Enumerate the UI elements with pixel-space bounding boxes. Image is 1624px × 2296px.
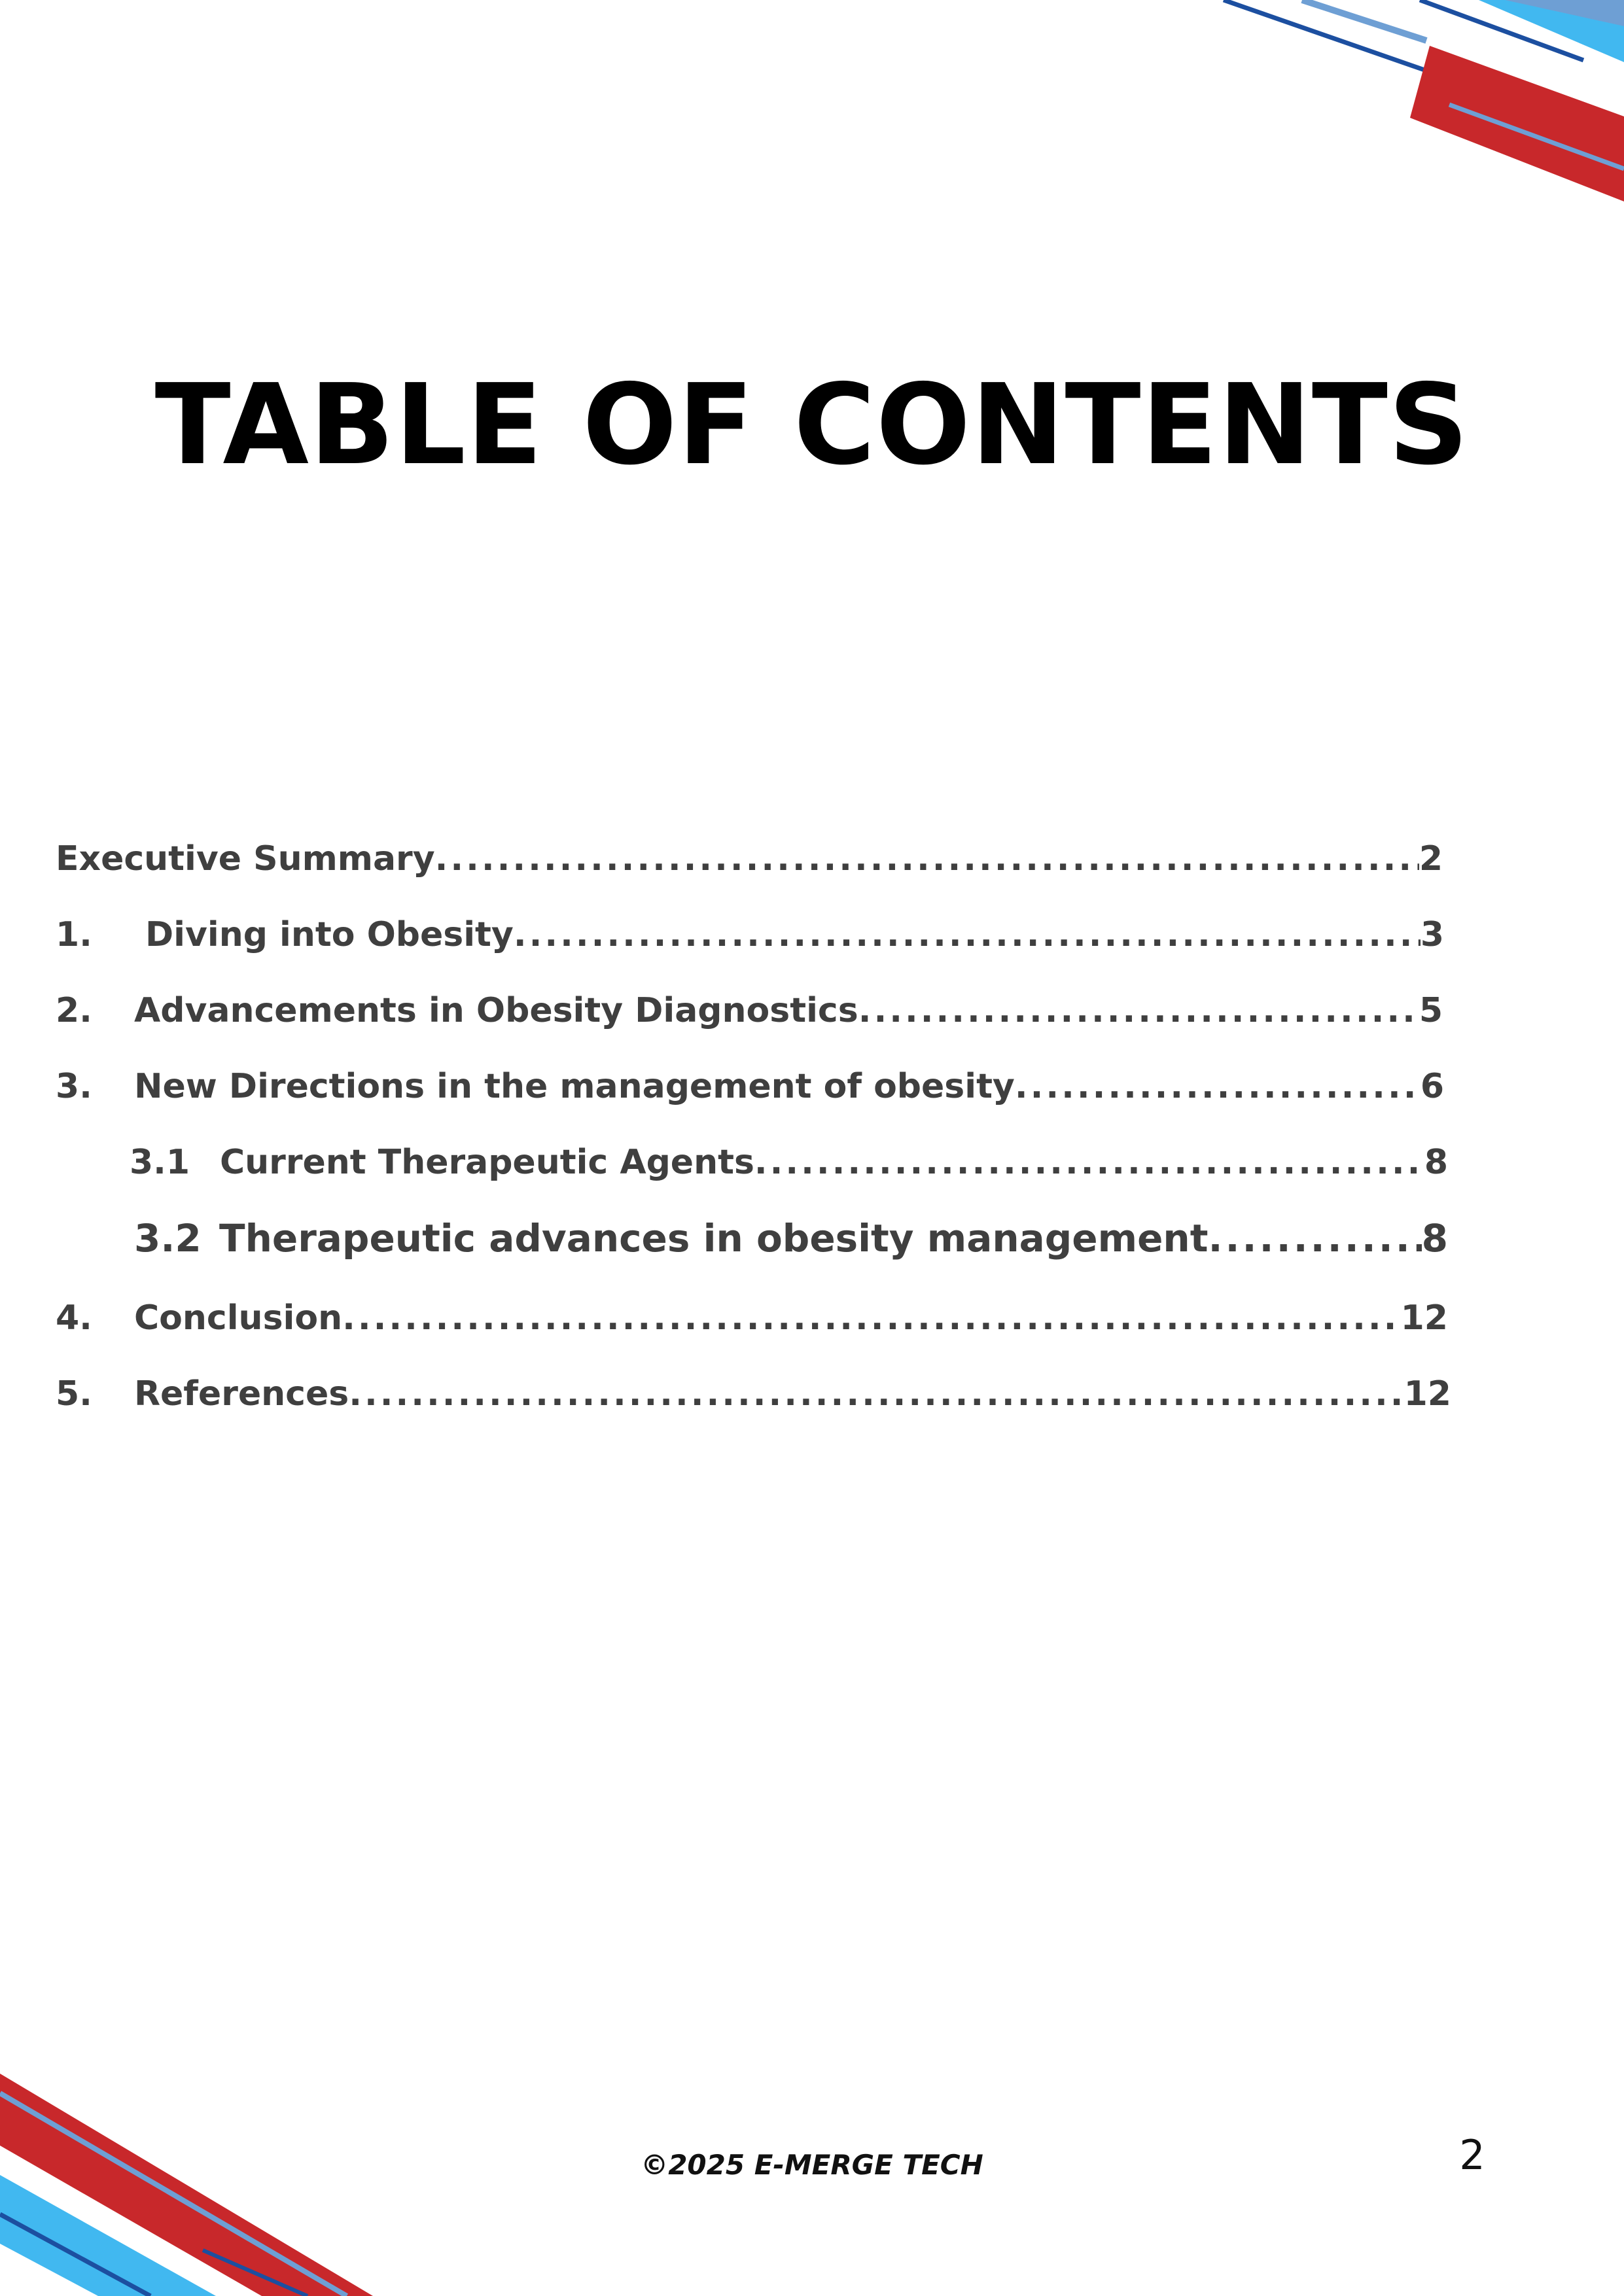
toc-item-label: New Directions in the management of obesity [134,1067,1015,1106]
toc-item-new-directions[interactable] [56,1060,1444,1113]
toc-leader-dots [1208,1212,1421,1264]
toc-item-current-therapeutic-agents[interactable] [130,1136,1448,1189]
toc-item-number: 3. [56,1067,92,1106]
toc-item-page: 6 [1420,1067,1444,1106]
red-band-accent-line [1449,105,1624,169]
toc-leader-dots [858,984,1419,1037]
toc-item-executive-summary[interactable] [56,833,1443,885]
corner-stripes-top-right [1178,0,1624,209]
toc-item-therapeutic-advances[interactable] [134,1212,1448,1264]
light-blue-band [0,2175,216,2296]
toc-leader-dots [349,1368,1403,1420]
toc-item-page: 3 [1420,915,1444,954]
toc-item-page: 12 [1403,1374,1451,1414]
toc-item-page: 5 [1419,991,1443,1030]
page-title: TABLE OF CONTENTS [154,360,1470,490]
red-band [1410,46,1624,201]
toc-leader-dots [1015,1060,1421,1113]
pale-blue-line [0,2093,347,2296]
toc-item-label: Therapeutic advances in obesity management [219,1216,1209,1261]
toc-item-label: Conclusion [134,1298,343,1338]
toc-item-number: 2. [56,991,92,1030]
toc-item-number: 5. [56,1374,92,1414]
toc-item-references[interactable] [56,1368,1451,1420]
toc-item-page: 2 [1419,839,1443,878]
toc-item-label: Diving into Obesity [145,915,514,954]
toc-item-page: 8 [1421,1216,1448,1261]
light-blue-band [1420,0,1624,62]
toc-item-number: 3.1 [130,1143,190,1182]
toc-item-number: 1. [56,915,92,954]
toc-item-conclusion[interactable] [56,1292,1448,1344]
light-blue-band-corner [1505,0,1624,26]
toc-leader-dots [514,909,1421,961]
toc-item-diving-into-obesity[interactable] [56,909,1444,961]
toc-item-label: Advancements in Obesity Diagnostics [134,991,858,1030]
dark-blue-line-2 [1420,0,1583,60]
toc-item-page: 8 [1424,1143,1448,1182]
toc-item-label: Current Therapeutic Agents [220,1143,754,1182]
dark-blue-line [1224,0,1426,71]
page-number: 2 [1459,2131,1485,2179]
toc-leader-dots [342,1292,1401,1344]
toc-item-page: 12 [1400,1298,1448,1338]
dark-blue-line [0,2214,150,2296]
dark-blue-line-2 [203,2250,308,2296]
pale-blue-line [1302,0,1426,41]
toc-leader-dots [435,833,1419,885]
toc-item-number: 3.2 [134,1216,202,1261]
footer-copyright: ©2025 E-MERGE TECH [641,2149,983,2181]
toc-item-number: 4. [56,1298,92,1338]
toc-item-advancements-diagnostics[interactable] [56,984,1443,1037]
toc-item-label: Executive Summary [56,839,435,878]
red-band [0,2074,373,2296]
toc-item-label: References [134,1374,349,1414]
toc-leader-dots [754,1136,1424,1189]
